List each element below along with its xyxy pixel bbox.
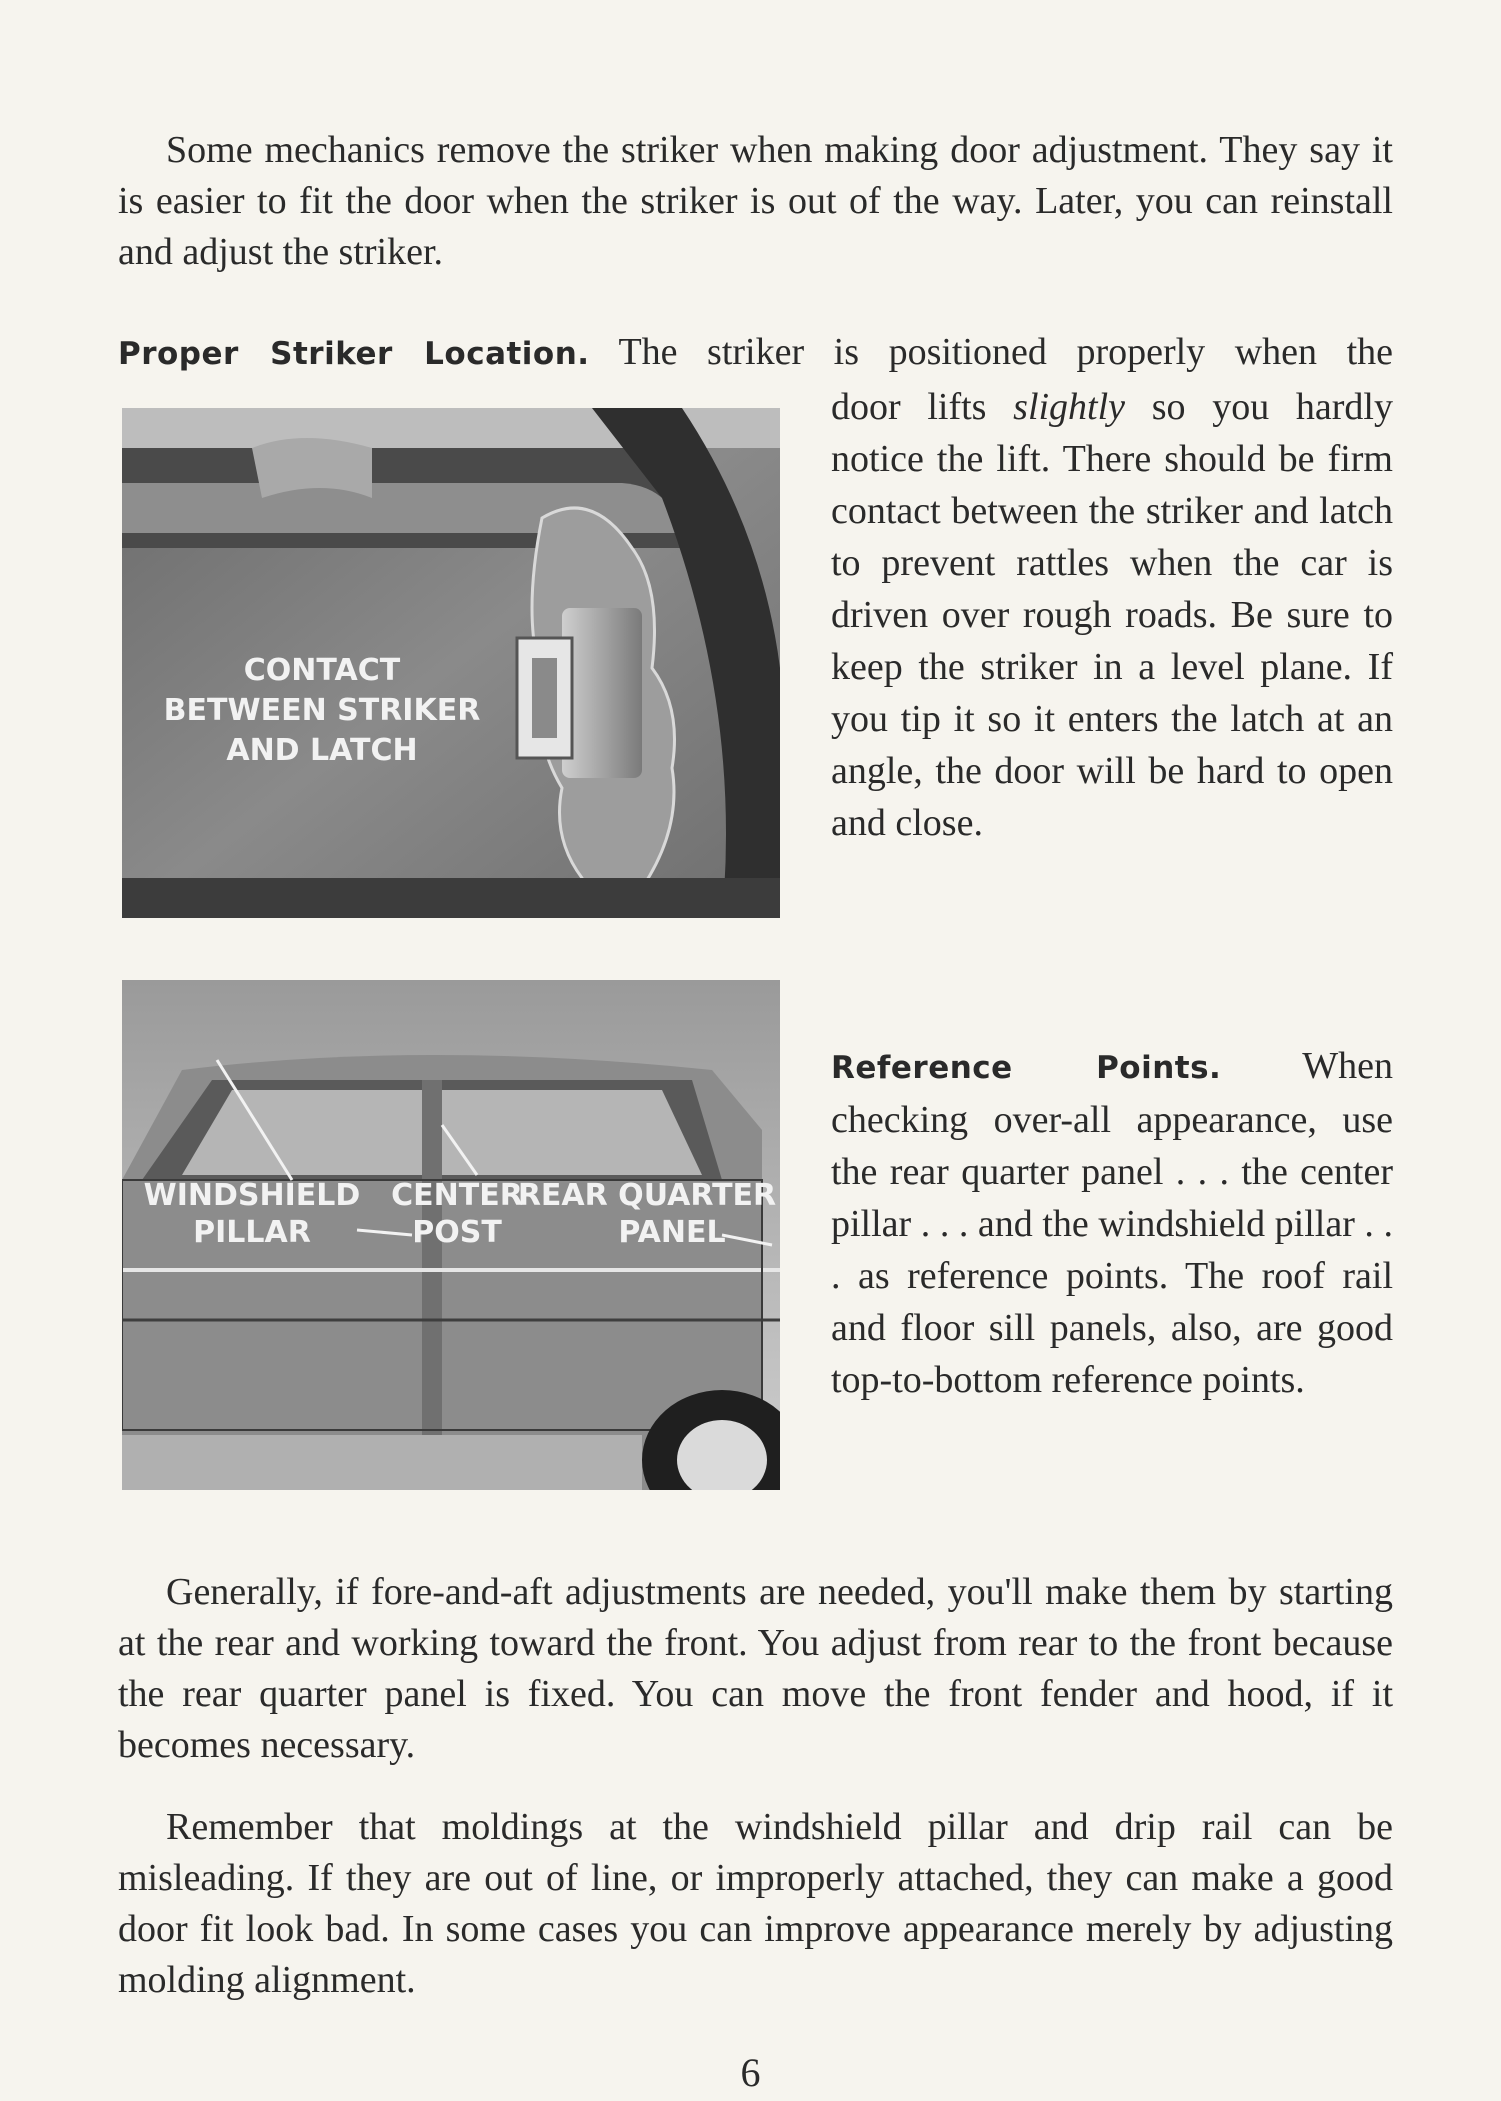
striker-latch-photo (122, 408, 780, 918)
windshield-label: WINDSHIELD (143, 1178, 361, 1213)
reference-points-text: Reference Points. When checking over-all appearance, use the rear quarter panel . . . the center pillar . . . and the windshield pillar . . . as reference points. The roof rail and floor sill panels, also, are good top-to-bottom reference points. (831, 1045, 1393, 1401)
adjustment-paragraph: Generally, if fore-and-aft adjustments are needed, you'll make them by starting at the rear and working toward the front. You adjust from rear to the front because the rear quarter panel is fixed. You can move the front fender and hood, if it becomes necessary. (118, 1571, 1393, 1766)
photo-label-line: CONTACT (243, 653, 401, 688)
striker-section-lead: Proper Striker Location. The striker is positioned properly when the (118, 331, 1393, 373)
center-post-label: CENTER (391, 1178, 523, 1213)
center-post-label: POST (412, 1215, 502, 1250)
photo-label-line: AND LATCH (226, 733, 418, 768)
windshield-label: PILLAR (193, 1215, 311, 1250)
intro-paragraph: Some mechanics remove the striker when making door adjustment. They say it is easier to fit the door when the striker is out of the way. Later, you can reinstall and adjust the striker. (118, 129, 1393, 273)
reference-heading: Reference Points. (831, 1050, 1222, 1086)
car-reference-photo (122, 980, 780, 1490)
striker-heading: Proper Striker Location. (118, 336, 590, 372)
photo-label-line: BETWEEN STRIKER (163, 693, 481, 728)
molding-paragraph: Remember that moldings at the windshield pillar and drip rail can be misleading. If they are out of line, or improperly attached, they can make a good door fit look bad. In some cases you can improve appearance merely by adjusting molding alignment. (118, 1806, 1393, 2001)
rear-quarter-label: PANEL (618, 1215, 726, 1250)
striker-body-text: door lifts slightly so you hardly notice the lift. There should be firm contact between the striker and latch to prevent rattles when the car is driven over rough roads. Be sure to keep the striker in a level plane. If you tip it so it enters the latch at an angle, the door will be hard to open and close. (831, 386, 1393, 844)
rear-quarter-label: REAR QUARTER (517, 1178, 777, 1213)
page-number: 6 (740, 2050, 761, 2095)
